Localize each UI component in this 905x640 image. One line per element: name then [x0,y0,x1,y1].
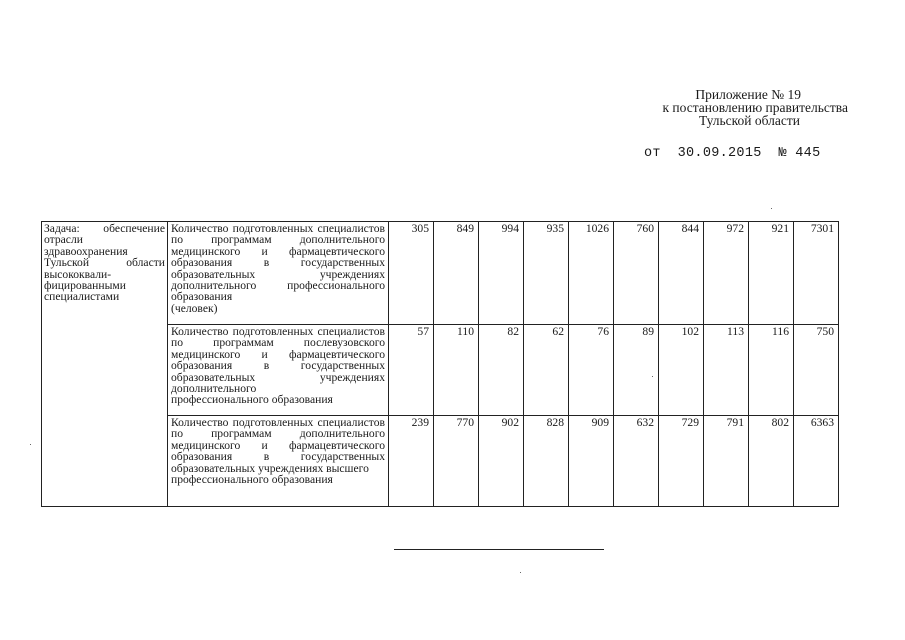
value-cell: 828 [524,416,569,507]
value-cell: 1026 [569,222,614,325]
value-cell: 76 [569,325,614,416]
value-cell: 57 [389,325,434,416]
appendix-region-line: Тульской области [699,113,800,128]
value-cell: 116 [749,325,794,416]
indicator-text: Количество подготовленных специалистов по программам послевузовского медицинского и фармацевтического образования в государственных образовательных учреждениях дополнительного [171,325,385,396]
value-cell: 305 [389,222,434,325]
value-cell: 844 [659,222,704,325]
value-cell: 102 [659,325,704,416]
value-cell: 89 [614,325,659,416]
indicator-text: Количество подготовленных специалистов по программам дополнительного медицинского и фармацевтического образования в государственных образовательных учреждениях высшего [171,416,385,475]
appendix-header [560,88,848,127]
task-cell: Задача: обеспечение отрасли здравоохранения Тульской области высококвали-фицированными специалистами [42,222,168,507]
value-cell: 909 [569,416,614,507]
value-cell: 632 [614,416,659,507]
value-cell: 729 [659,416,704,507]
value-cell: 110 [434,325,479,416]
scan-speck [652,376,653,377]
total-cell: 750 [794,325,839,416]
indicator-cell [168,325,389,416]
number-prefix: № [778,146,787,161]
value-cell: 82 [479,325,524,416]
indicator-cell [168,416,389,507]
scan-speck [520,572,521,573]
indicators-table [41,221,839,507]
value-cell: 972 [704,222,749,325]
value-cell: 239 [389,416,434,507]
indicator-tail: профессионального образования [171,393,333,407]
scan-speck [30,444,31,445]
appendix-decree-line: к постановлению правительства [662,100,848,115]
value-cell: 994 [479,222,524,325]
table-row [42,222,839,325]
value-cell: 760 [614,222,659,325]
indicator-tail: (человек) [171,301,218,315]
scan-speck [771,208,772,209]
indicator-cell [168,222,389,325]
value-cell: 902 [479,416,524,507]
closing-rule [394,549,604,550]
indicator-tail: профессионального образования [171,473,333,487]
total-cell: 7301 [794,222,839,325]
value-cell: 791 [704,416,749,507]
decree-number: 445 [795,146,821,161]
indicator-text: Количество подготовленных специалистов по программам дополнительного медицинского и фармацевтического образования в государственных образовательных учреждениях дополнительного профессионального образования [171,222,385,304]
value-cell: 62 [524,325,569,416]
value-cell: 849 [434,222,479,325]
date-prefix: от [644,146,661,161]
value-cell: 802 [749,416,794,507]
value-cell: 921 [749,222,794,325]
value-cell: 113 [704,325,749,416]
value-cell: 770 [434,416,479,507]
decree-date: 30.09.2015 [677,146,762,161]
total-cell: 6363 [794,416,839,507]
appendix-title: Приложение № 19 [695,87,801,102]
value-cell: 935 [524,222,569,325]
decree-date-line [644,146,820,161]
